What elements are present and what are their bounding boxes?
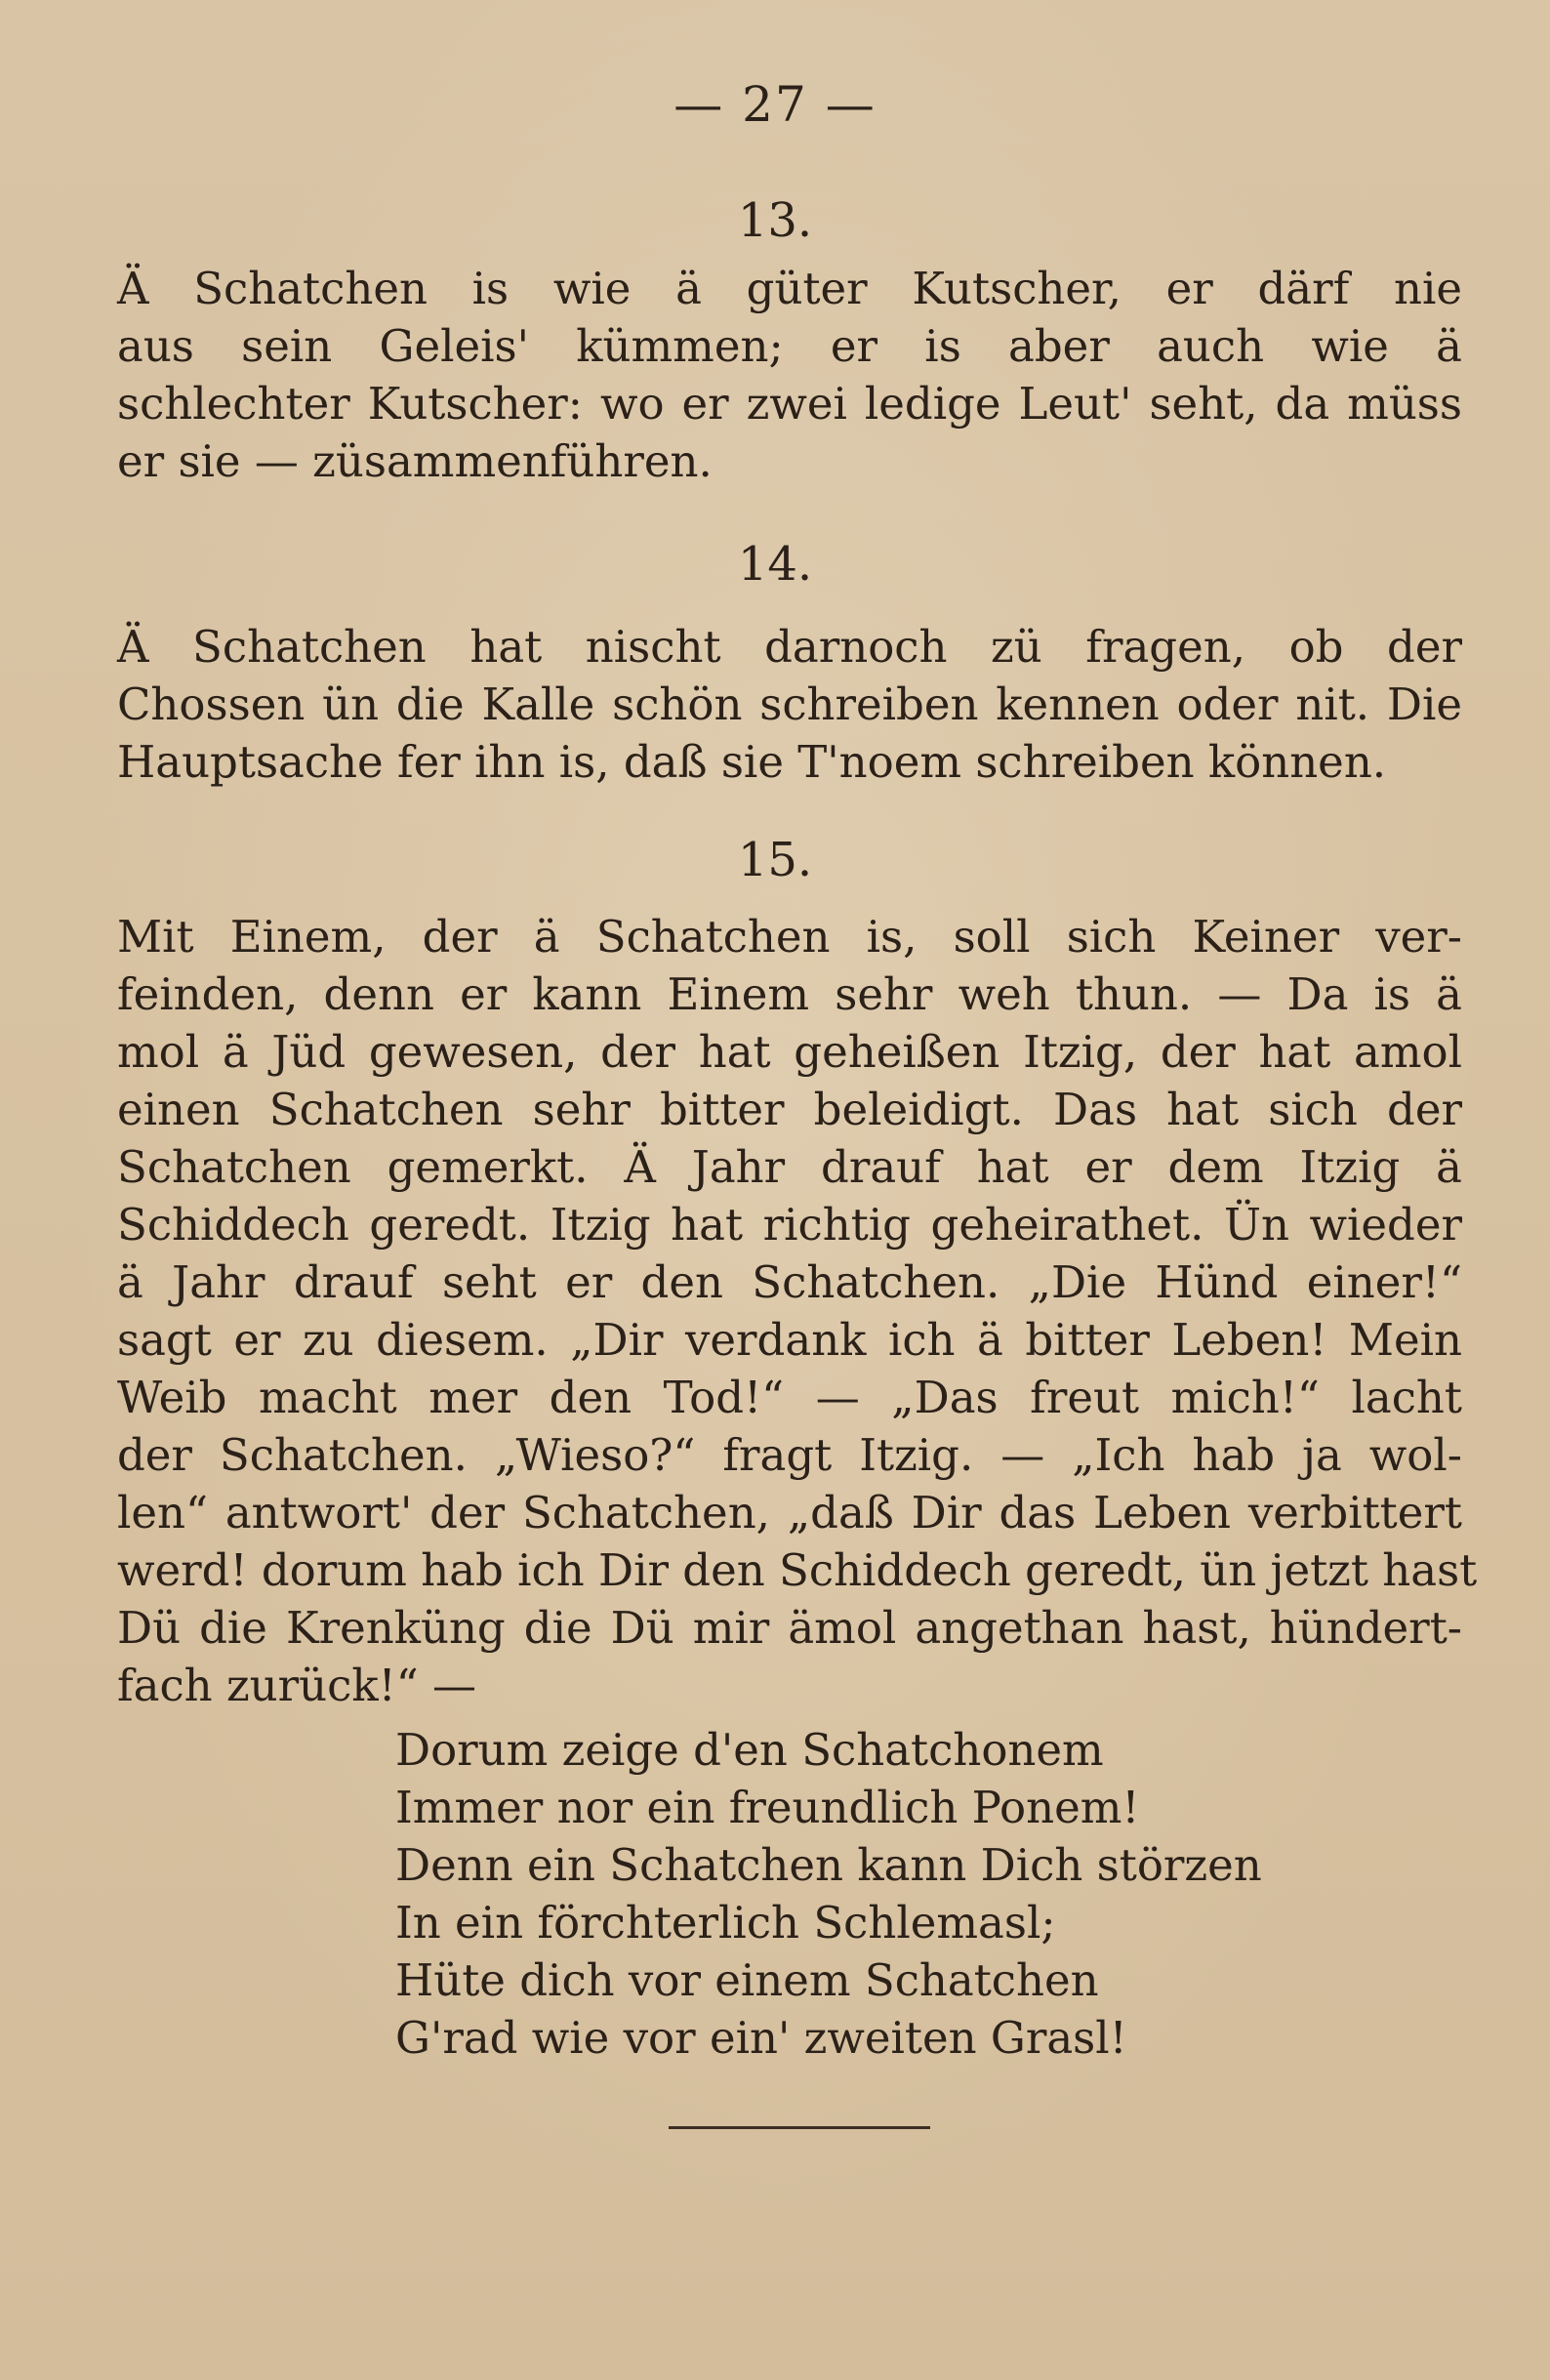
poem-line: In ein förchterlich Schlemasl; — [395, 1897, 1056, 1949]
end-rule-divider — [669, 2126, 930, 2129]
paragraph-line: schlechter Kutscher: wo er zwei ledige Leut' seht, da müss — [117, 378, 1462, 430]
paragraph-line: werd! dorum hab ich Dir den Schiddech geredt, ün jetzt hast — [117, 1544, 1478, 1596]
paragraph-line: er sie — züsammenführen. — [117, 435, 713, 487]
section-number-14: 14. — [737, 537, 813, 592]
paragraph-line: ä Jahr drauf seht er den Schatchen. „Die Hünd einer!“ — [117, 1256, 1462, 1308]
paragraph-line: Schatchen gemerkt. Ä Jahr drauf hat er dem Itzig ä — [117, 1141, 1462, 1193]
paragraph-line: mol ä Jüd gewesen, der hat geheißen Itzig, der hat amol — [117, 1026, 1462, 1078]
paragraph-line: Mit Einem, der ä Schatchen is, soll sich Keiner ver- — [117, 911, 1462, 963]
paragraph-line: Chossen ün die Kalle schön schreiben kennen oder nit. Die — [117, 678, 1462, 730]
poem-line: Immer nor ein freundlich Ponem! — [395, 1782, 1140, 1833]
section-number-15: 15. — [737, 833, 813, 887]
paragraph-line: len“ antwort' der Schatchen, „daß Dir das Leben verbittert — [117, 1487, 1462, 1539]
paragraph-line: Dü die Krenküng die Dü mir ämol angethan hast, hündert- — [117, 1602, 1462, 1654]
poem-line: Hüte dich vor einem Schatchen — [395, 1954, 1099, 2006]
paragraph-line: fach zurück!“ — — [117, 1660, 477, 1711]
paragraph-line: der Schatchen. „Wieso?“ fragt Itzig. — „Ich hab ja wol- — [117, 1429, 1462, 1481]
section-number-13: 13. — [737, 193, 813, 248]
paragraph-line: Weib macht mer den Tod!“ — „Das freut mich!“ lacht — [117, 1372, 1462, 1423]
paragraph-line: Schiddech geredt. Itzig hat richtig geheirathet. Ün wieder — [117, 1199, 1462, 1251]
paragraph-line: einen Schatchen sehr bitter beleidigt. Das hat sich der — [117, 1084, 1462, 1135]
paragraph-line: aus sein Geleis' kümmen; er is aber auch wie ä — [117, 320, 1462, 372]
paragraph-line: sagt er zu diesem. „Dir verdank ich ä bitter Leben! Mein — [117, 1314, 1462, 1366]
poem-line: Dorum zeige d'en Schatchonem — [395, 1724, 1104, 1776]
poem-line: G'rad wie vor ein' zweiten Grasl! — [395, 2012, 1127, 2064]
paragraph-line: Ä Schatchen is wie ä güter Kutscher, er därf nie — [117, 263, 1462, 314]
page-number: — 27 — — [673, 76, 877, 133]
paragraph-line: Ä Schatchen hat nischt darnoch zü fragen, ob der — [117, 621, 1462, 673]
poem-line: Denn ein Schatchen kann Dich störzen — [395, 1839, 1262, 1891]
paragraph-line: Hauptsache fer ihn is, daß sie T'noem schreiben können. — [117, 736, 1387, 788]
paragraph-line: feinden, denn er kann Einem sehr weh thun. — Da is ä — [117, 968, 1462, 1020]
